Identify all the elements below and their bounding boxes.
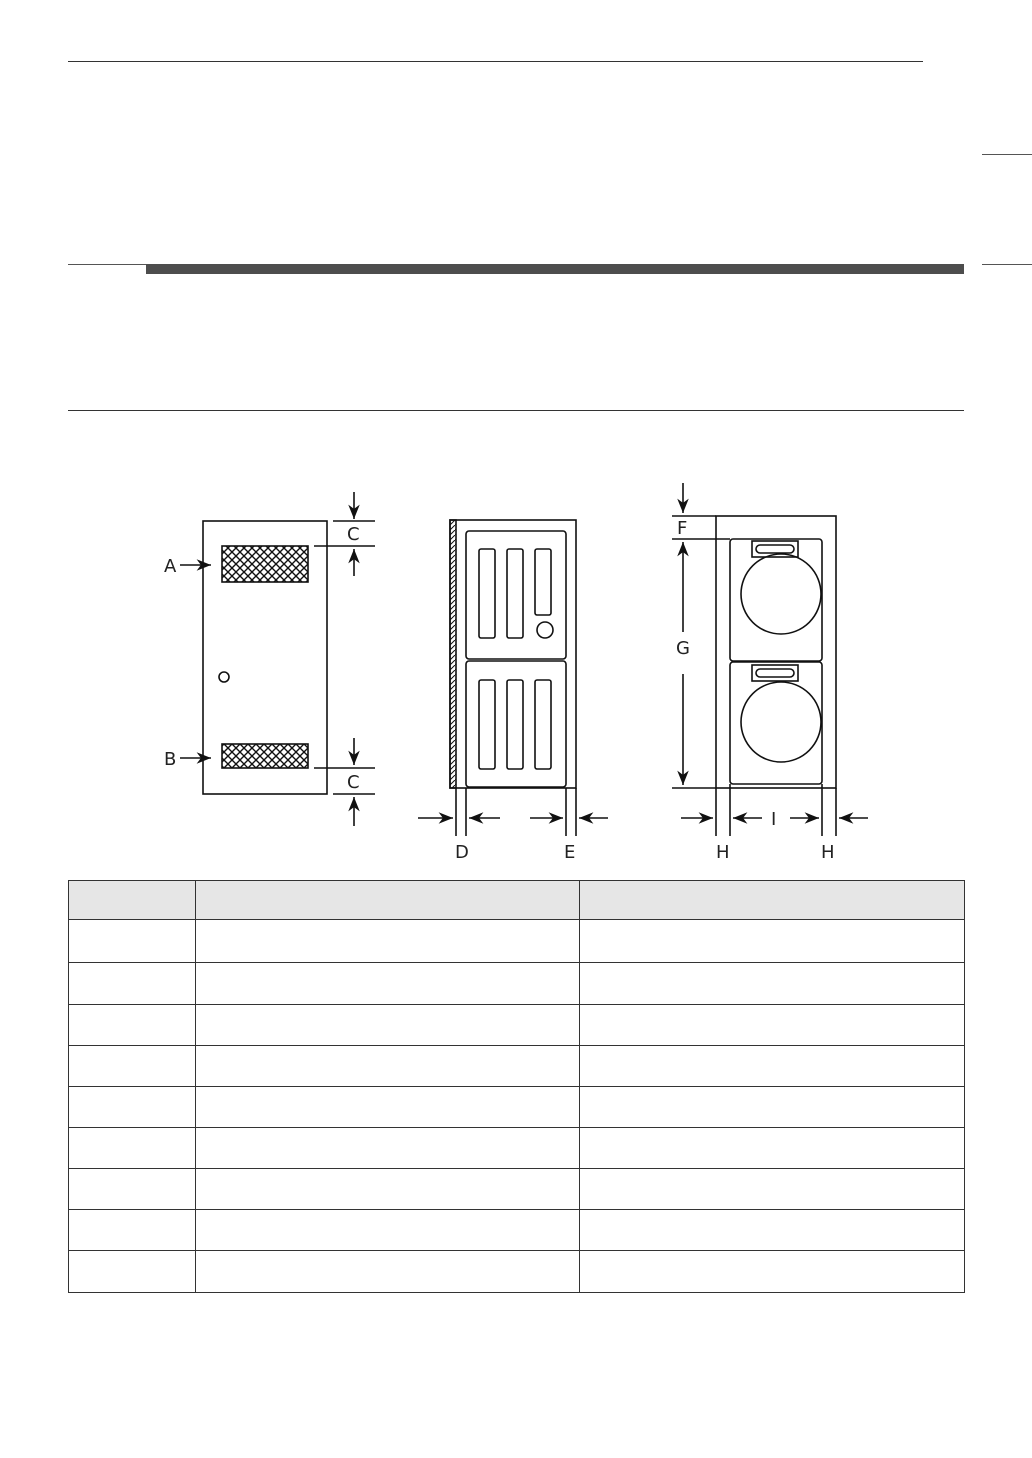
table-cell: [580, 1128, 965, 1169]
label-i: I: [771, 809, 777, 830]
table-cell: [580, 920, 965, 963]
table-cell: [580, 1169, 965, 1210]
header-cell: [196, 881, 580, 920]
table-cell: [196, 1169, 580, 1210]
table-cell: [580, 1210, 965, 1251]
table-cell: [69, 1169, 196, 1210]
table-row: [69, 1005, 965, 1046]
label-e: E: [564, 842, 576, 863]
top-rule: [68, 61, 923, 62]
label-g: G: [676, 638, 690, 659]
table-cell: [580, 1251, 965, 1293]
table-cell: [196, 1087, 580, 1128]
table-cell: [196, 1251, 580, 1293]
installation-clearance-diagram: [0, 470, 1032, 870]
header-cell: [580, 881, 965, 920]
table-cell: [69, 1210, 196, 1251]
table-cell: [196, 1005, 580, 1046]
label-a: A: [164, 556, 177, 577]
label-h-left: H: [716, 842, 730, 863]
side-tab-line-upper: [982, 154, 1032, 155]
table-cell: [69, 1087, 196, 1128]
table-cell: [69, 963, 196, 1005]
table-cell: [69, 920, 196, 963]
label-h-right: H: [821, 842, 835, 863]
section-heading-bar: [146, 264, 964, 274]
table-row: [69, 963, 965, 1005]
table-cell: [580, 1005, 965, 1046]
rear-wall: [450, 520, 456, 788]
table-cell: [196, 1210, 580, 1251]
label-c-top: C: [347, 524, 360, 545]
table-cell: [580, 963, 965, 1005]
table-cell: [580, 1087, 965, 1128]
label-c-bottom: C: [347, 772, 360, 793]
side-view: [418, 520, 608, 836]
closet-door-view: [180, 492, 375, 826]
clearance-table: [68, 880, 965, 1293]
table-cell: [69, 1005, 196, 1046]
section-bar-thin: [68, 264, 146, 265]
table-row: [69, 1251, 965, 1293]
table-row: [69, 1210, 965, 1251]
table-cell: [196, 1128, 580, 1169]
table-row: [69, 1169, 965, 1210]
table-row: [69, 1087, 965, 1128]
label-f: F: [677, 518, 688, 539]
table-header-row: [69, 881, 965, 920]
front-view: [672, 483, 868, 836]
label-d: D: [455, 842, 469, 863]
table-row: [69, 1128, 965, 1169]
top-vent: [222, 546, 308, 582]
side-tab-line-lower: [982, 264, 1032, 265]
table-cell: [580, 1046, 965, 1087]
table-row: [69, 1046, 965, 1087]
section-rule: [68, 410, 964, 411]
table-cell: [196, 1046, 580, 1087]
table-cell: [196, 963, 580, 1005]
label-b: B: [164, 749, 177, 770]
bottom-vent: [222, 744, 308, 768]
table-row: [69, 920, 965, 963]
table-cell: [196, 920, 580, 963]
table-cell: [69, 1251, 196, 1293]
table-cell: [69, 1128, 196, 1169]
table-cell: [69, 1046, 196, 1087]
header-cell: [69, 881, 196, 920]
